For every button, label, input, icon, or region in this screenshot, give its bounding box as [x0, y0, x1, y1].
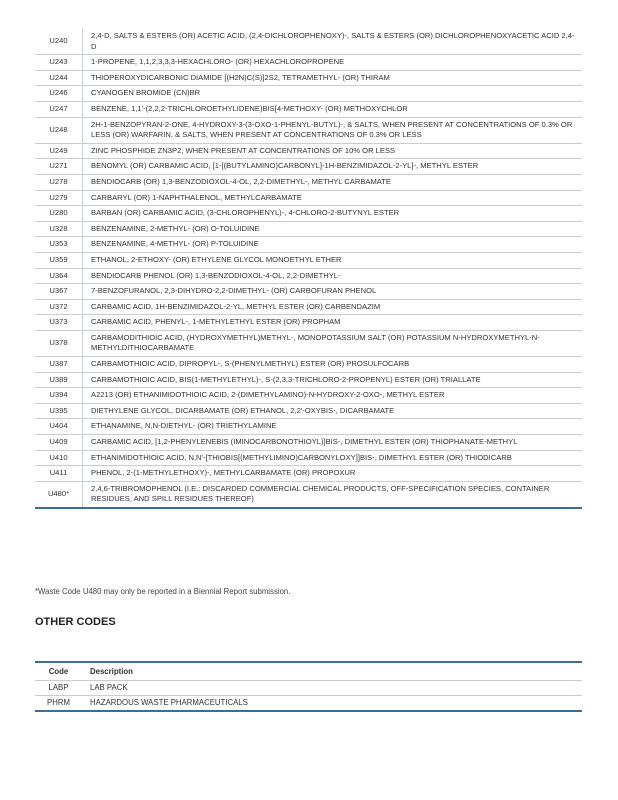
description-cell: DIETHYLENE GLYCOL, DICARBAMATE (OR) ETHANOL, 2,2'-OXYBIS-, DICARBAMATE — [83, 403, 583, 419]
description-cell: ETHANAMINE, N,N-DIETHYL- (OR) TRIETHYLAMINE — [83, 419, 583, 435]
footnote: *Waste Code U480 may only be reported in a Biennial Report submission. — [35, 587, 291, 596]
table-row — [35, 206, 582, 222]
column-header-code: Code — [35, 662, 82, 681]
description-cell: CARBAMIC ACID, PHENYL-, 1-METHYLETHYL ESTER (OR) PROPHAM — [83, 315, 583, 331]
waste-code-cell: U409 — [35, 435, 83, 451]
table-row — [35, 315, 582, 331]
table-row — [35, 696, 582, 712]
description-cell: THIOPEROXYDICARBONIC DIAMIDE [(H2N)C(S)]2S2, TETRAMETHYL- (OR) THIRAM — [83, 70, 583, 86]
table-row — [35, 117, 582, 143]
description-cell: CARBAMIC ACID, 1H-BENZIMIDAZOL-2-YL, METHYL ESTER (OR) CARBENDAZIM — [83, 299, 583, 315]
table-row — [35, 70, 582, 86]
description-cell: 2,4-D, SALTS & ESTERS (OR) ACETIC ACID, (2,4-DICHLOROPHENOXY)-, SALTS & ESTERS (OR) DICHLOROPHENOXYACETIC ACID 2,4-D — [83, 29, 583, 55]
description-cell: ZINC PHOSPHIDE ZN3P2, WHEN PRESENT AT CONCENTRATIONS OF 10% OR LESS — [83, 143, 583, 159]
description-cell: 7-BENZOFURANOL, 2,3-DIHYDRO-2,2-DIMETHYL- (OR) CARBOFURAN PHENOL — [83, 284, 583, 300]
description-cell: 1-PROPENE, 1,1,2,3,3,3-HEXACHLORO- (OR) HEXACHLOROPROPENE — [83, 55, 583, 71]
column-header-description: Description — [82, 662, 582, 681]
description-cell: BENZENAMINE, 4-METHYL- (OR) P-TOLUIDINE — [83, 237, 583, 253]
description-cell: HAZARDOUS WASTE PHARMACEUTICALS — [82, 696, 582, 712]
description-cell: 2H-1-BENZOPYRAN-2-ONE, 4-HYDROXY-3-(3-OXO-1-PHENYL-BUTYL)-, & SALTS, WHEN PRESENT AT CONCENTRATIONS OF 0.3% OR LESS (OR) WARFARIN, & SALTS, WHEN PRESENT AT CONCENTRATIONS OF 0.3% OR LESS — [83, 117, 583, 143]
table-row — [35, 388, 582, 404]
table-row — [35, 55, 582, 71]
table-row — [35, 681, 582, 696]
table-row — [35, 268, 582, 284]
waste-code-cell: U372 — [35, 299, 83, 315]
waste-code-cell: U389 — [35, 372, 83, 388]
table-row — [35, 435, 582, 451]
description-cell: CARBAMIC ACID, [1,2-PHENYLENEBIS (IMINOCARBONOTHIOYL)]BIS-, DIMETHYL ESTER (OR) THIOPHANATE-METHYL — [83, 435, 583, 451]
table-row — [35, 481, 582, 508]
waste-code-cell: U243 — [35, 55, 83, 71]
other-codes-header-row — [35, 662, 582, 681]
waste-code-cell: U353 — [35, 237, 83, 253]
table-row — [35, 237, 582, 253]
description-cell: LAB PACK — [82, 681, 582, 696]
table-row — [35, 190, 582, 206]
waste-code-cell: U246 — [35, 86, 83, 102]
waste-code-cell: U480* — [35, 481, 83, 508]
u-codes-table — [35, 29, 582, 509]
waste-code-cell: U378 — [35, 330, 83, 356]
description-cell: ETHANIMIDOTHIOIC ACID, N,N'-[THIOBIS[(METHYLIMINO)CARBONYLOXY]]BIS-, DIMETHYL ESTER (OR) THIODICARB — [83, 450, 583, 466]
waste-code-cell: U240 — [35, 29, 83, 55]
waste-code-cell: U279 — [35, 190, 83, 206]
waste-code-cell: U364 — [35, 268, 83, 284]
table-row — [35, 86, 582, 102]
description-cell: PHENOL, 2-(1-METHYLETHOXY)-, METHYLCARBAMATE (OR) PROPOXUR — [83, 466, 583, 482]
waste-code-cell: U359 — [35, 252, 83, 268]
waste-code-cell: U247 — [35, 101, 83, 117]
table-row — [35, 252, 582, 268]
waste-code-cell: U367 — [35, 284, 83, 300]
table-row — [35, 466, 582, 482]
description-cell: CARBAMODITHIOIC ACID, (HYDROXYMETHYL)METHYL-, MONOPOTASSIUM SALT (OR) POTASSIUM N-HYDROXYMETHYL-N-METHYLDITHIOCARBAMATE — [83, 330, 583, 356]
description-cell: 2,4,6-TRIBROMOPHENOL (I.E.: DISCARDED COMMERCIAL CHEMICAL PRODUCTS, OFF-SPECIFICATION SPECIES, CONTAINER RESIDUES, AND SPILL RESIDUES THEREOF) — [83, 481, 583, 508]
waste-code-cell: U395 — [35, 403, 83, 419]
description-cell: CYANOGEN BROMIDE (CN)BR — [83, 86, 583, 102]
waste-code-cell: U387 — [35, 357, 83, 373]
table-row — [35, 29, 582, 55]
waste-code-cell: PHRM — [35, 696, 82, 712]
table-row — [35, 372, 582, 388]
table-row — [35, 221, 582, 237]
table-row — [35, 330, 582, 356]
description-cell: BARBAN (OR) CARBAMIC ACID, (3-CHLOROPHENYL)-, 4-CHLORO-2-BUTYNYL ESTER — [83, 206, 583, 222]
waste-code-cell: U280 — [35, 206, 83, 222]
table-row — [35, 174, 582, 190]
table-row — [35, 450, 582, 466]
description-cell: CARBAMOTHIOIC ACID, BIS(1-METHYLETHYL)-, S-(2,3,3-TRICHLORO-2-PROPENYL) ESTER (OR) TRIALLATE — [83, 372, 583, 388]
table-row — [35, 357, 582, 373]
description-cell: CARBARYL (OR) 1-NAPHTHALENOL, METHYLCARBAMATE — [83, 190, 583, 206]
description-cell: A2213 (OR) ETHANIMIDOTHIOIC ACID, 2-(DIMETHYLAMINO)-N-HYDROXY-2-OXO-, METHYL ESTER — [83, 388, 583, 404]
table-row — [35, 299, 582, 315]
u-codes-table-body — [35, 29, 582, 508]
waste-code-cell: LABP — [35, 681, 82, 696]
description-cell: ETHANOL, 2-ETHOXY- (OR) ETHYLENE GLYCOL MONOETHYL ETHER — [83, 252, 583, 268]
waste-code-cell: U244 — [35, 70, 83, 86]
waste-code-cell: U410 — [35, 450, 83, 466]
description-cell: BENOMYL (OR) CARBAMIC ACID, [1-[(BUTYLAMINO)CARBONYL]-1H-BENZIMIDAZOL-2-YL]-, METHYL ESTER — [83, 159, 583, 175]
waste-code-cell: U249 — [35, 143, 83, 159]
other-codes-table-body — [35, 681, 582, 712]
table-row — [35, 101, 582, 117]
table-row — [35, 403, 582, 419]
waste-code-cell: U411 — [35, 466, 83, 482]
table-row — [35, 284, 582, 300]
table-row — [35, 143, 582, 159]
other-codes-table — [35, 661, 582, 712]
description-cell: BENDIOCARB PHENOL (OR) 1,3-BENZODIOXOL-4-OL, 2,2-DIMETHYL- — [83, 268, 583, 284]
description-cell: BENZENAMINE, 2-METHYL- (OR) O-TOLUIDINE — [83, 221, 583, 237]
waste-code-cell: U404 — [35, 419, 83, 435]
waste-code-cell: U248 — [35, 117, 83, 143]
waste-code-cell: U278 — [35, 174, 83, 190]
table-row — [35, 419, 582, 435]
description-cell: BENDIOCARB (OR) 1,3-BENZODIOXOL-4-OL, 2,2-DIMETHYL-, METHYL CARBAMATE — [83, 174, 583, 190]
waste-code-cell: U394 — [35, 388, 83, 404]
waste-code-cell: U328 — [35, 221, 83, 237]
waste-code-cell: U373 — [35, 315, 83, 331]
description-cell: CARBAMOTHIOIC ACID, DIPROPYL-, S-(PHENYLMETHYL) ESTER (OR) PROSULFOCARB — [83, 357, 583, 373]
other-codes-heading: OTHER CODES — [35, 616, 116, 628]
description-cell: BENZENE, 1,1'-(2,2,2-TRICHLOROETHYLIDENE)BIS[4-METHOXY- (OR) METHOXYCHLOR — [83, 101, 583, 117]
waste-code-cell: U271 — [35, 159, 83, 175]
table-row — [35, 159, 582, 175]
